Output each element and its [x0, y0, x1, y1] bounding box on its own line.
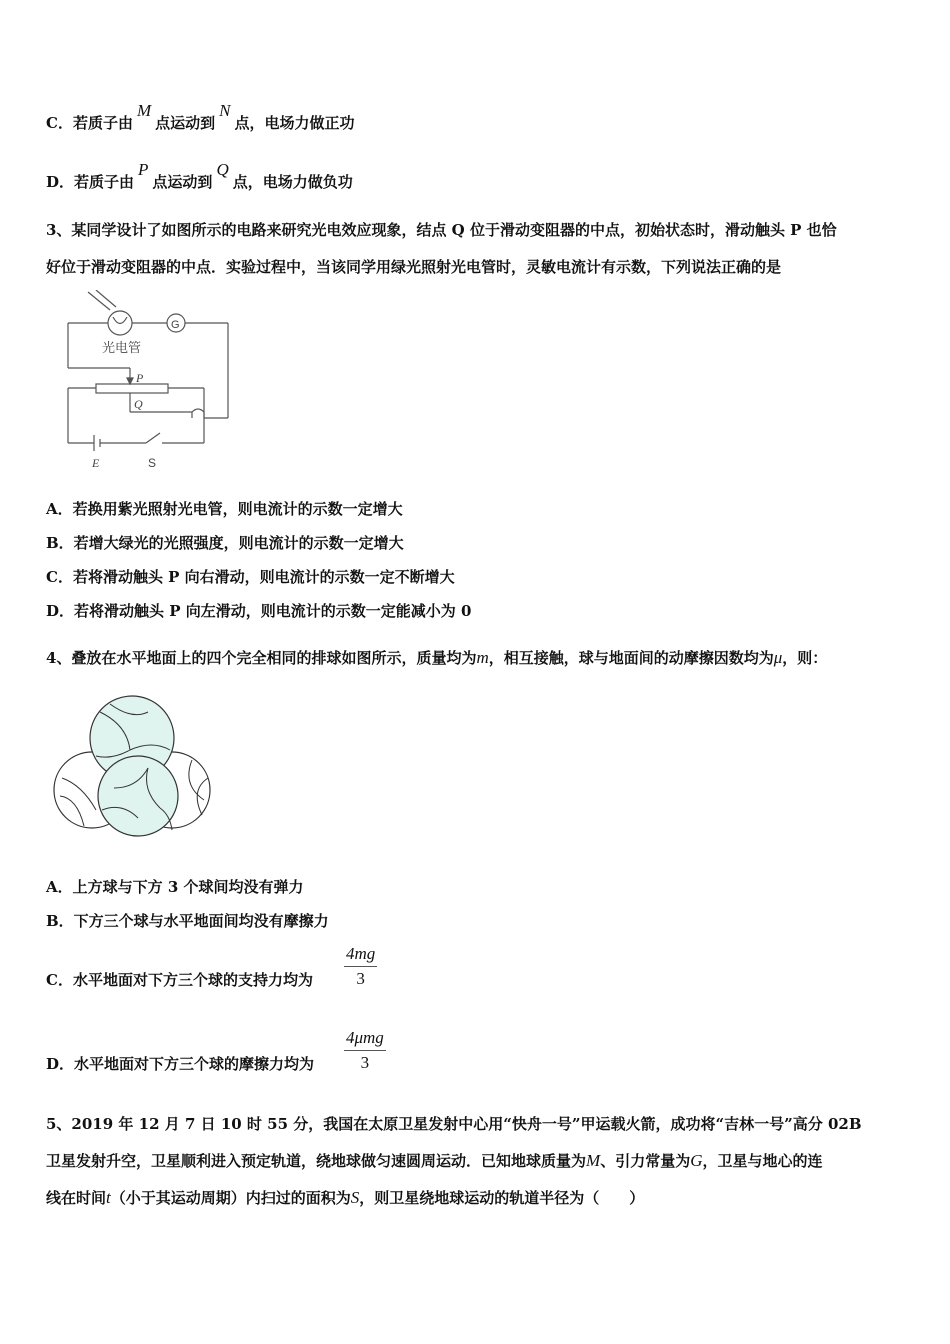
p-label: P — [136, 371, 144, 385]
q3-option-a: A．若换用紫光照射光电管，则电流计的示数一定增大 — [46, 500, 403, 518]
phototube-cathode — [113, 317, 127, 324]
q4-option-b: B．下方三个球与水平地面间均没有摩擦力 — [46, 912, 329, 930]
light-ray — [96, 290, 116, 307]
s-label: S — [148, 456, 157, 470]
q4-option-c-fraction: 4mg 3 — [346, 944, 376, 988]
q3-option-c: C．若将滑动触头 P 向右滑动，则电流计的示数一定不断增大 — [46, 568, 455, 586]
q3-option-b: B．若增大绿光的光照强度，则电流计的示数一定增大 — [46, 534, 404, 552]
volleyball-front-icon — [98, 756, 178, 836]
slider-p-icon — [127, 378, 133, 384]
rheostat-icon — [96, 384, 168, 393]
q4-stem: 4、叠放在水平地面上的四个完全相同的排球如图所示，质量均为m，相互接触，球与地面间的动摩擦因数均为μ，则： — [46, 648, 828, 667]
q5-stem-line3: 线在时间t（小于其运动周期）内扫过的面积为S，则卫星绕地球运动的轨道半径为（ ） — [46, 1188, 645, 1207]
q3-circuit-figure — [58, 290, 248, 475]
galvanometer-label: G — [171, 319, 180, 331]
q-label: Q — [134, 397, 143, 411]
q3-stem-line2: 好位于滑动变阻器的中点．实验过程中，当该同学用绿光照射光电管时，灵敏电流计有示数，下列说法正确的是 — [46, 258, 782, 276]
q5-stem-line2: 卫星发射升空，卫星顺利进入预定轨道，绕地球做匀速圆周运动．已知地球质量为M、引力常量为G，卫星与地心的连 — [46, 1151, 823, 1170]
q4-volleyballs-figure — [52, 690, 217, 850]
q4-option-c: C．水平地面对下方三个球的支持力均为 — [46, 971, 313, 989]
q2-option-d: D．若质子由P点运动到Q点，电场力做负功 — [46, 160, 353, 191]
q4-option-a: A．上方球与下方 3 个球间均没有弹力 — [46, 878, 304, 896]
q4-option-d-fraction: 4μmg 3 — [346, 1028, 384, 1072]
light-ray — [88, 292, 110, 310]
q5-stem-line1: 5、2019 年 12 月 7 日 10 时 55 分，我国在太原卫星发射中心用“快舟一号”甲运载火箭，成功将“吉林一号”高分 02B — [46, 1115, 862, 1133]
q4-option-d: D．水平地面对下方三个球的摩擦力均为 — [46, 1055, 315, 1073]
q3-stem-line1: 3、某同学设计了如图所示的电路来研究光电效应现象，结点 Q 位于滑动变阻器的中点，初始状态时，滑动触头 P 也恰 — [46, 221, 837, 239]
switch-icon — [146, 433, 160, 443]
q3-option-d: D．若将滑动触头 P 向左滑动，则电流计的示数一定能减小为 0 — [46, 602, 472, 620]
phototube-label: 光电管 — [102, 340, 142, 355]
e-label: E — [92, 456, 100, 470]
q2-option-c: C．若质子由M点运动到N点，电场力做正功 — [46, 101, 355, 132]
